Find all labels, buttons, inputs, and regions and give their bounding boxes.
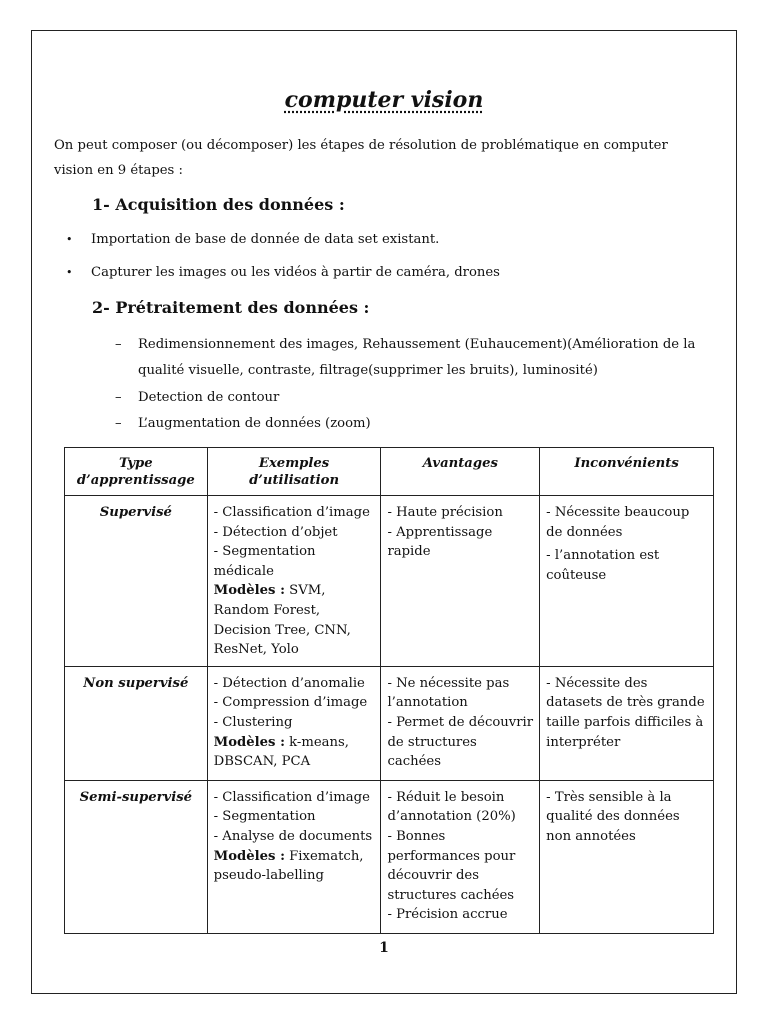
- table-cell-examples: - Détection d’anomalie - Compression d’image - Clustering Modèles : k-means, DBSCAN, PCA: [207, 666, 381, 780]
- table-header: Inconvénients: [540, 448, 714, 496]
- table-cell-drawbacks: - Nécessite des datasets de très grande taille parfois difficiles à interpréter: [540, 666, 714, 780]
- table-cell-type: Supervisé: [65, 496, 208, 667]
- table-cell-examples: - Classification d’image - Segmentation - Analyse de documents Modèles : Fixematch, pseudo-labelling: [207, 780, 381, 933]
- table-row: [65, 666, 714, 780]
- bullet-icon: •: [66, 266, 73, 279]
- table-header: Exemples d’utilisation: [207, 448, 381, 496]
- table-cell-type: Non supervisé: [65, 666, 208, 780]
- learning-types-table: [64, 447, 714, 934]
- section-heading-pretraitement: 2- Prétraitement des données :: [92, 298, 370, 317]
- bullet-icon: •: [66, 233, 73, 246]
- dash-icon: –: [115, 337, 122, 352]
- table-cell-drawbacks: - Très sensible à la qualité des données non annotées: [540, 780, 714, 933]
- page-number: 1: [379, 940, 389, 956]
- table-header: Type d’apprentissage: [65, 448, 208, 496]
- table-header-row: [65, 448, 714, 496]
- dash-icon: –: [115, 416, 122, 431]
- page-title: computer vision: [284, 87, 484, 113]
- section-heading-acquisition: 1- Acquisition des données :: [92, 195, 345, 214]
- intro-paragraph: On peut composer (ou décomposer) les étapes de résolution de problématique en computer vision en 9 étapes :: [54, 138, 668, 178]
- table-cell-advantages: - Haute précision - Apprentissage rapide: [381, 496, 540, 667]
- table-cell-drawbacks: - Nécessite beaucoup de données - l’annotation est coûteuse: [540, 496, 714, 667]
- dash-icon: –: [115, 390, 122, 405]
- table-header: Avantages: [381, 448, 540, 496]
- table-cell-examples: - Classification d’image - Détection d’objet - Segmentation médicale Modèles : SVM, Random Forest, Decision Tree, CNN, ResNet, Yolo: [207, 496, 381, 667]
- table-cell-advantages: - Réduit le besoin d’annotation (20%) - Bonnes performances pour découvrir des structures cachées - Précision accrue: [381, 780, 540, 933]
- table-cell-advantages: - Ne nécessite pas l’annotation - Permet de découvrir de structures cachées: [381, 666, 540, 780]
- table-row: [65, 780, 714, 933]
- table-cell-type: Semi-supervisé: [65, 780, 208, 933]
- table-row: [65, 496, 714, 667]
